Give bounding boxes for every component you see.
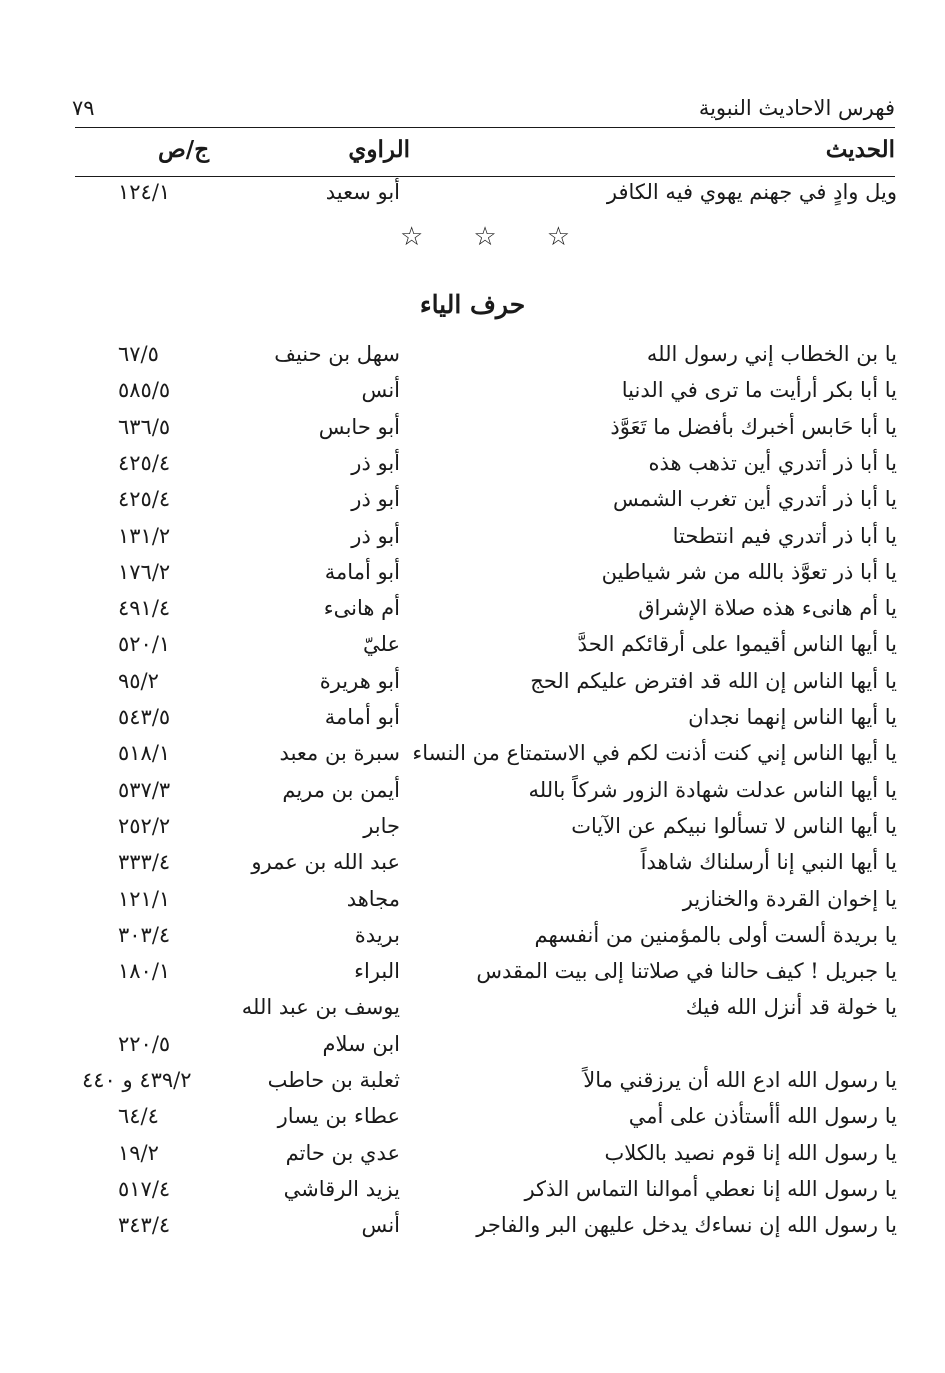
narrator-name: يزيد الرقاشي	[283, 1176, 400, 1201]
hadith-text: يا رسول الله إنا نعطي أموالنا التماس الذكر	[524, 1176, 897, 1201]
hadith-text: يا رسول الله ادع الله أن يرزقني مالاً	[583, 1068, 897, 1092]
star-icon: ☆	[546, 222, 570, 252]
volume-page-ref: ٤٢٥/٤	[118, 487, 171, 512]
hadith-text: يا أبا ذر أتدري أين تذهب هذه	[648, 450, 897, 475]
hadith-text: يا أبا ذر تعوَّذ بالله من شر شياطين	[601, 559, 897, 584]
volume-page-ref: ٦٣٦/٥	[118, 414, 171, 439]
hadith-text: يا أيها الناس إنهما نجدان	[688, 705, 897, 729]
index-row	[0, 411, 945, 447]
narrator-name: مجاهد	[346, 886, 400, 911]
narrator-name: أبو ذر	[351, 523, 400, 548]
index-row	[0, 1137, 945, 1173]
hadith-text: يا رسول الله أأستأذن على أمي	[628, 1104, 897, 1129]
page-number: ٧٩	[72, 96, 95, 120]
volume-page-ref: ١٣١/٢	[118, 523, 171, 548]
index-row	[0, 774, 945, 810]
narrator-name: أبو سعيد	[325, 180, 400, 204]
hadith-text: يا أبا ذر أتدري فيم انتطحتا	[672, 523, 897, 548]
volume-page-ref: ٦٧/٥	[118, 342, 159, 366]
volume-page-ref: ٥٨٥/٥	[118, 378, 171, 403]
hadith-text: يا أيها الناس إن الله قد افترض عليكم الحج	[530, 668, 897, 693]
hadith-text: يا أم هانىء هذه صلاة الإشراق	[638, 596, 897, 621]
volume-page-ref: ١٩/٢	[118, 1140, 159, 1165]
index-row	[0, 846, 945, 882]
section-separator	[400, 222, 570, 252]
column-header-narrator: الراوي	[348, 136, 410, 163]
hadith-text: يا رسول الله إن نساءك يدخل عليهن البر والفاجر	[476, 1213, 897, 1238]
volume-page-ref: ٢٥٢/٢	[118, 813, 171, 838]
index-row	[0, 338, 945, 374]
index-row	[0, 737, 945, 773]
volume-page-ref: ٤٩١/٤	[118, 596, 171, 621]
volume-page-ref: ١٢٤/١	[118, 180, 171, 204]
index-row	[0, 447, 945, 483]
volume-page-ref: ٥٤٣/٥	[118, 705, 171, 729]
narrator-name: بريدة	[354, 922, 400, 947]
volume-page-ref: ٦٤/٤	[118, 1104, 159, 1129]
narrator-name: أبو ذر	[351, 487, 400, 512]
index-row	[0, 374, 945, 410]
index-row	[0, 1209, 945, 1245]
index-row	[0, 955, 945, 991]
volume-page-ref: ٣٤٣/٤	[118, 1213, 171, 1238]
index-row	[0, 556, 945, 592]
narrator-name: أم هانىء	[323, 596, 400, 621]
hadith-text: يا أيها الناس إني كنت أذنت لكم في الاستمتاع من النساء	[412, 741, 897, 766]
volume-page-ref: ١٨٠/١	[118, 959, 171, 984]
narrator-name: ثعلبة بن حاطب	[267, 1068, 400, 1092]
hadith-text: يا أبا ذر أتدري أين تغرب الشمس	[612, 487, 897, 512]
hadith-text: يا أبا حَابس أخبرك بأفضل ما تَعَوَّذ	[610, 414, 897, 439]
hadith-text: يا إخوان القردة والخنازير	[682, 886, 897, 911]
narrator-name: البراء	[354, 959, 400, 984]
section-title: حرف الياء	[419, 290, 526, 319]
index-row	[0, 883, 945, 919]
narrator-name: يوسف بن عبد الله	[241, 995, 400, 1020]
narrator-name: أبو حابس	[318, 414, 400, 439]
index-row	[0, 1100, 945, 1136]
index-row	[0, 991, 945, 1027]
hadith-text: يا أيها الناس لا تسألوا نبيكم عن الآيات	[571, 813, 897, 838]
narrator-name: أبو أمامة	[324, 559, 400, 584]
index-row	[0, 701, 945, 737]
narrator-name: عليّ	[363, 632, 400, 657]
index-row	[0, 520, 945, 556]
column-header-hadith: الحديث	[825, 136, 895, 163]
hadith-text: يا أيها الناس عدلت شهادة الزور شركاً بالله	[528, 777, 897, 802]
hadith-text: يا خولة قد أنزل الله فيك	[685, 995, 897, 1020]
index-row	[0, 810, 945, 846]
volume-page-ref: ٤٣٩/٢ و ٤٤٠	[82, 1068, 192, 1092]
volume-page-ref: ١٧٦/٢	[118, 559, 171, 584]
hadith-text: يا جبريل ! كيف حالنا في صلاتنا إلى بيت المقدس	[476, 959, 897, 984]
hadith-text: يا بن الخطاب إني رسول الله	[646, 342, 897, 366]
volume-page-ref: ٤٢٥/٤	[118, 450, 171, 475]
volume-page-ref: ٣٣٣/٤	[118, 850, 171, 875]
index-row	[0, 483, 945, 519]
narrator-name: سهل بن حنيف	[274, 342, 400, 366]
volume-page-ref: ٣٠٣/٤	[118, 922, 171, 947]
index-row	[0, 592, 945, 628]
hadith-text: يا أيها الناس أقيموا على أرقائكم الحدَّ	[577, 632, 897, 657]
index-row	[0, 628, 945, 664]
narrator-name: أنس	[361, 378, 400, 403]
narrator-name: أبو هريرة	[319, 668, 400, 693]
volume-page-ref: ٥١٧/٤	[118, 1176, 171, 1201]
column-header-reference: ج/ص	[158, 136, 210, 163]
index-row	[0, 665, 945, 701]
header-rule	[75, 127, 895, 128]
narrator-name: عبد الله بن عمرو	[251, 850, 400, 875]
hadith-text: يا أيها النبي إنا أرسلناك شاهداً	[640, 850, 897, 875]
volume-page-ref: ١٢١/١	[118, 886, 171, 911]
narrator-name: عطاء بن يسار	[277, 1104, 400, 1129]
hadith-text: يا بريدة ألست أولى بالمؤمنين من أنفسهم	[534, 922, 897, 947]
narrator-name: ابن سلام	[322, 1031, 400, 1056]
narrator-name: أبو ذر	[351, 450, 400, 475]
narrator-name: أيمن بن مريم	[282, 777, 400, 802]
narrator-name: سبرة بن معبد	[279, 741, 400, 766]
narrator-name: جابر	[363, 813, 400, 838]
index-row	[0, 919, 945, 955]
index-row	[0, 176, 945, 212]
star-icon: ☆	[473, 222, 497, 252]
volume-page-ref: ٥١٨/١	[118, 741, 171, 766]
narrator-name: أنس	[361, 1213, 400, 1238]
hadith-text: يا أبا بكر أرأيت ما ترى في الدنيا	[621, 378, 897, 403]
hadith-text: ويل وادٍ في جهنم يهوي فيه الكافر	[606, 180, 897, 204]
volume-page-ref: ٥٢٠/١	[118, 632, 171, 657]
hadith-text: يا رسول الله إنا قوم نصيد بالكلاب	[604, 1140, 897, 1165]
index-row	[0, 1028, 945, 1064]
index-row	[0, 1064, 945, 1100]
narrator-name: عدي بن حاتم	[285, 1140, 400, 1165]
running-title: فهرس الاحاديث النبوية	[698, 96, 895, 120]
star-icon: ☆	[400, 222, 424, 252]
index-row	[0, 1173, 945, 1209]
volume-page-ref: ٩٥/٢	[118, 668, 159, 693]
volume-page-ref: ٥٣٧/٣	[118, 777, 171, 802]
narrator-name: أبو أمامة	[324, 705, 400, 729]
volume-page-ref: ٢٢٠/٥	[118, 1031, 171, 1056]
